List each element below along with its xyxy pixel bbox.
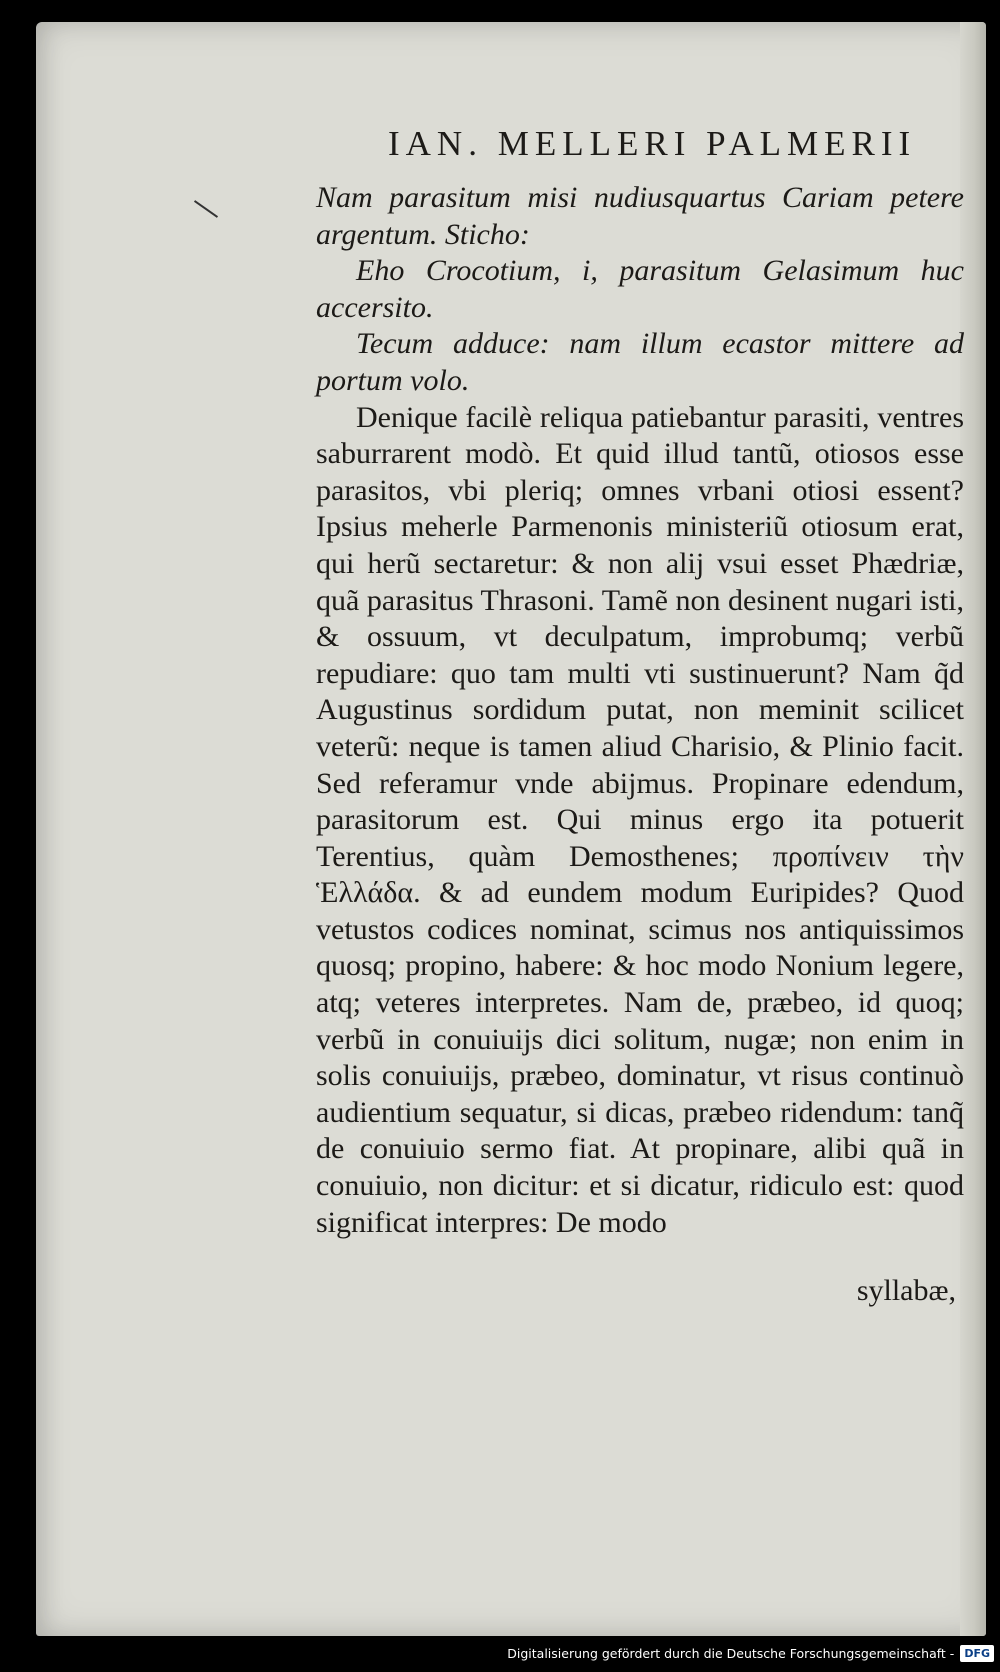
catchword: syllabæ,: [856, 1274, 956, 1307]
book-page: [36, 22, 986, 1636]
quote-line: Tecum adduce: nam illum ecastor mittere ad portum volo.: [316, 327, 964, 397]
digitization-footer: [507, 1642, 994, 1664]
quote-line: Nam parasitum misi nudiusquartus Cariam petere argentum. Sticho:: [316, 181, 964, 251]
footer-credit: Digitalisierung gefördert durch die Deutsche Forschungsgemeinschaft -: [507, 1645, 955, 1661]
margin-mark: [194, 200, 218, 218]
dfg-logo: DFG: [960, 1645, 994, 1662]
body-paragraph: Denique facilè reliqua patiebantur parasiti, ventres saburrarent modò. Et quid illud tantũ, otiosos esse parasitos, vbi pleriq; omnes vrbani otiosi essent? Ipsius meherle Parmenonis ministeriũ otiosum erat, qui herũ sectaretur: & non alij vsui esset Phædriæ, quã parasitus Thrasoni. Tamẽ non desinent nugari isti, & ossuum, vt deculpatum, improbumq; verbũ repudiare: quo tam multi vti sustinuerunt? Nam q̃d Augustinus sordidum putat, non meminit scilicet veterũ: neque is tamen aliud Charisio, & Plinio facit. Sed referamur vnde abijmus. Propinare edendum, parasitorum est. Qui minus ergo ita potuerit Terentius, quàm Demosthenes; προπίνειν τὴν Ἑλλάδα. & ad eundem modum Euripides? Quod vetustos codices nominat, scimus nos antiquissimos quosq; propino, habere: & hoc modo Nonium legere, atq; veteres interpretes. Nam de, præbeo, id quoq; verbũ in conuiuijs dici solitum, nugæ; non enim in solis conuiuijs, præbeo, dominatur, vt risus continuò audientium sequatur, si dicas, præbeo ridendum: tanq̃ de conuiuio sermo fiat. At propinare, alibi quã in conuiuio, non dicitur: et si dicatur, ridiculo est: quod significat interpres: De modo: [316, 400, 964, 1239]
page-text: [316, 180, 964, 1241]
running-head: IAN. MELLERI PALMERII: [388, 124, 917, 163]
quote-line: Eho Crocotium, i, parasitum Gelasimum huc accersito.: [316, 254, 964, 324]
